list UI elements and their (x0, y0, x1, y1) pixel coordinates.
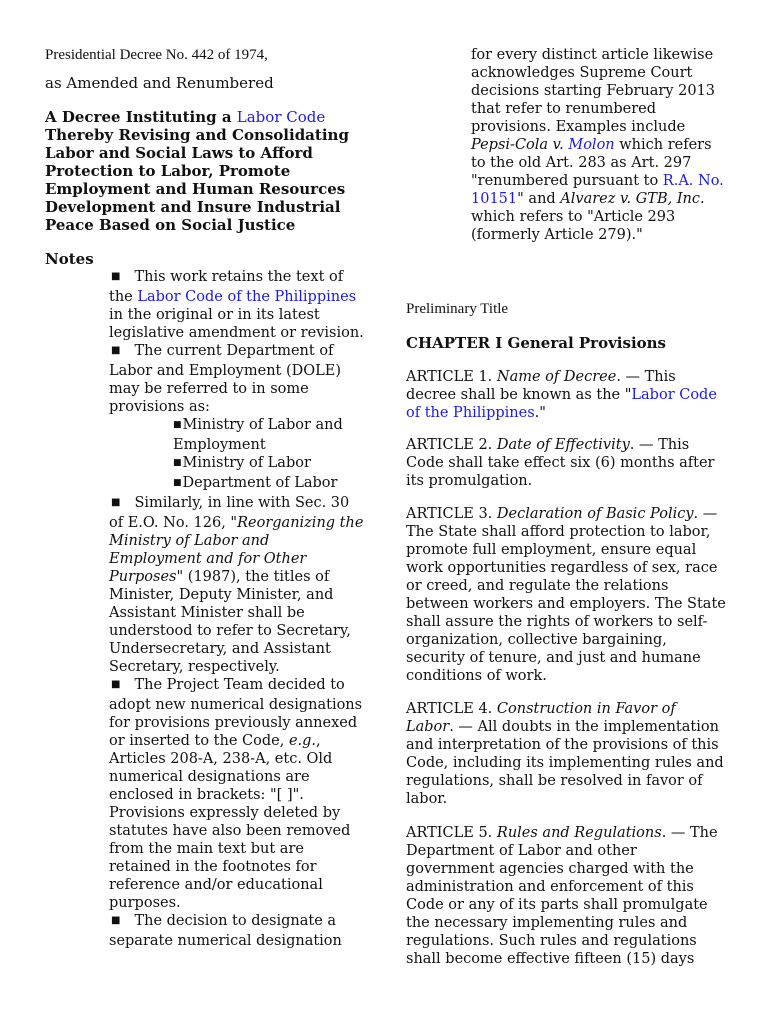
continuation-text-end: which refers to "Article 293 (formerly Article 279)." (471, 209, 676, 243)
sub-item-2-text: Ministry of Labor (182, 455, 311, 471)
labor-code-title-link[interactable]: Labor Code (236, 108, 326, 126)
title-part1: A Decree Instituting a (45, 108, 237, 126)
note-item-4 (109, 676, 364, 912)
note-3-text-end: " (1987), the titles of Minister, Deputy Minister, and Assistant Minister shall be understood to refer to Secretary, Undersecretary, and Assistant Secretary, respectively. (109, 569, 351, 675)
article-4-label: ARTICLE 4. (406, 701, 497, 717)
article-1-end: ." (534, 405, 546, 421)
continuation-text-mid2: " and (517, 191, 561, 207)
notes-heading: Notes (45, 250, 94, 268)
article-3-label: ARTICLE 3. (406, 506, 497, 522)
note-4-text-end: , Articles 208-A, 238-A, etc. Old numerical designations are enclosed in brackets: "[ ]". Provisions expressly deleted by statutes have also been removed from the main text but are retained in the footnotes for reference and/or educational purposes. (109, 733, 351, 911)
bullet-icon: ■ (173, 478, 182, 488)
bullet-icon: ■ (173, 420, 182, 430)
sub-item-3-text: Department of Labor (182, 475, 338, 491)
note-5-continuation (471, 46, 727, 244)
article-4-name: Construction in Favor of Labor (406, 701, 676, 735)
preliminary-title: Preliminary Title (406, 301, 509, 317)
note-item-2 (109, 342, 364, 416)
article-5-text: . — The Department of Labor and other government agencies charged with the administration and enforcement of this Code or any of its parts shall promulgate the necessary implementing rules and regulations. Such rules and regulations shall become effective fifteen (15) days (406, 825, 718, 967)
article-5-label: ARTICLE 5. (406, 825, 497, 841)
article-3-text: . — The State shall afford protection to labor, promote full employment, ensure equal work opportunities regardless of sex, race or creed, and regulate the relations between workers and employers. The State shall assure the rights of workers to self-organization, collective bargaining, security of tenure, and just and humane conditions of work. (406, 506, 726, 684)
bullet-icon: ■ (111, 497, 121, 508)
bullet-icon: ■ (111, 915, 121, 926)
bullet-icon: ■ (111, 345, 121, 356)
ra-10151-link[interactable]: R.A. No. 10151 (471, 173, 724, 207)
labor-code-philippines-link[interactable]: Labor Code of the Philippines (406, 387, 717, 421)
article-4 (406, 700, 726, 808)
sub-item-1 (173, 416, 364, 454)
article-5 (406, 824, 726, 968)
amended-subheading: as Amended and Renumbered (45, 74, 274, 92)
note-4-text: The Project Team decided to adopt new numerical designations for provisions previously annexed or inserted to the Code, (109, 677, 363, 749)
article-2-text: . — This Code shall take effect six (6) months after its promulgation. (406, 437, 715, 489)
title-part2: Thereby Revising and Consolidating Labor and Social Laws to Afford Protection to Labor, Promote Employment and Human Resources Development and Insure Industrial Peace Based on Social Justice (45, 126, 349, 234)
bullet-icon: ■ (173, 458, 182, 468)
note-item-1 (109, 268, 364, 342)
note-1-text: This work retains the text of the (109, 269, 344, 305)
decree-heading: Presidential Decree No. 442 of 1974, (45, 47, 268, 63)
note-1-text-end: in the original or in its latest legislative amendment or revision. (109, 307, 364, 341)
article-4-text: . — All doubts in the implementation and interpretation of the provisions of this Code, including its implementing rules and regulations, shall be resolved in favor of labor. (406, 719, 724, 807)
sub-item-3 (173, 474, 364, 494)
article-1-text: . — This decree shall be known as the " (406, 369, 676, 403)
document-title (45, 108, 357, 234)
article-3-name: Declaration of Basic Policy (496, 506, 694, 522)
article-1-name: Name of Decree (496, 369, 617, 385)
note-5-text: The decision to designate a separate numerical designation (109, 913, 342, 949)
article-3 (406, 505, 726, 685)
note-4-emphasis: e.g. (288, 733, 317, 749)
ministry-sublist (109, 416, 364, 494)
note-3-emphasis: Reorganizing the Ministry of Labor and Employment and for Other Purposes (109, 515, 364, 585)
molon-link[interactable]: Molon (568, 137, 615, 153)
article-2-name: Date of Effectivity (496, 437, 630, 453)
article-5-name: Rules and Regulations (496, 825, 662, 841)
case-pepsi-cola: Pepsi-Cola v. (471, 137, 569, 153)
bullet-icon: ■ (111, 679, 121, 690)
case-alvarez: Alvarez v. GTB, Inc. (560, 191, 705, 207)
note-item-3 (109, 494, 364, 676)
article-1 (406, 368, 726, 422)
chapter-heading: CHAPTER I General Provisions (406, 334, 666, 352)
bullet-icon: ■ (111, 271, 121, 282)
continuation-text: for every distinct article likewise acknowledges Supreme Court decisions starting February 2013 that refer to renumbered provisions. Examples include (471, 47, 716, 135)
continuation-text-mid: which refers to the old Art. 283 as Art. 297 "renumbered pursuant to (471, 137, 712, 189)
notes-list (109, 268, 364, 950)
article-2 (406, 436, 726, 490)
note-3-text: Similarly, in line with Sec. 30 of E.O. No. 126, " (109, 495, 350, 531)
labor-code-link[interactable]: Labor Code of the Philippines (137, 289, 357, 305)
sub-item-2 (173, 454, 364, 474)
note-2-text: The current Department of Labor and Employment (DOLE) may be referred to in some provisions as: (109, 343, 342, 415)
article-2-label: ARTICLE 2. (406, 437, 497, 453)
article-1-label: ARTICLE 1. (406, 369, 497, 385)
note-item-5 (109, 912, 364, 950)
sub-item-1-text: Ministry of Labor and Employment (173, 417, 343, 453)
